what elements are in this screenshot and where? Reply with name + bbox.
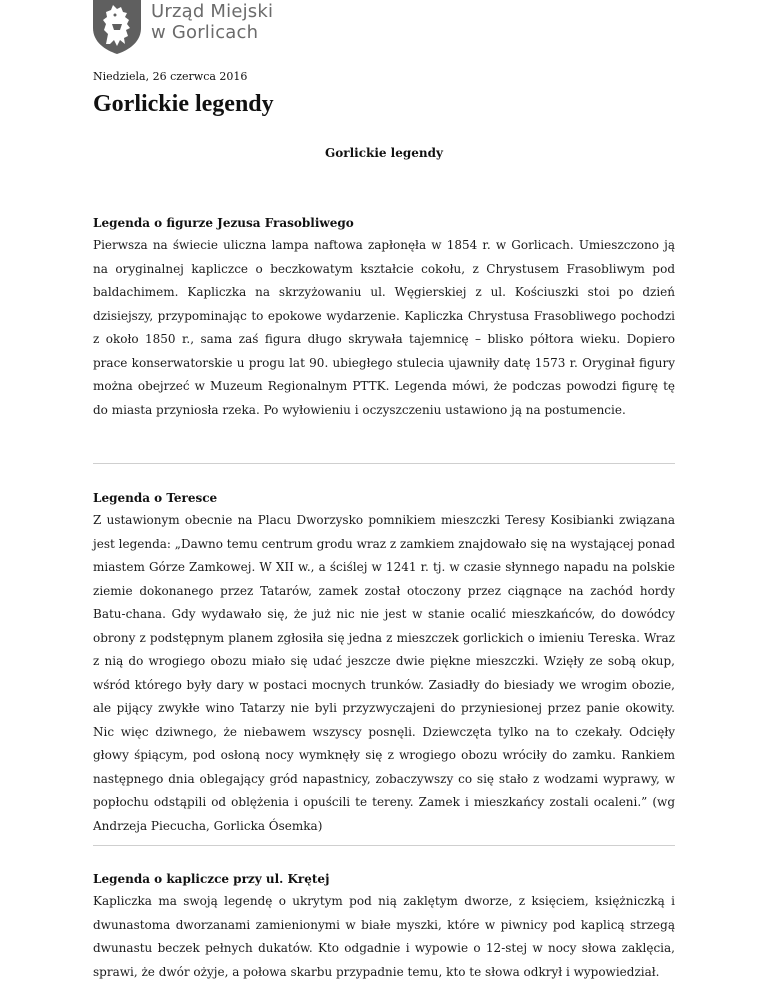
- legend-section-3: [93, 871, 675, 984]
- article-subtitle: Gorlickie legendy: [325, 146, 443, 160]
- legend-section-2: [93, 490, 675, 838]
- section-divider: [93, 463, 675, 464]
- section-body: Kapliczka ma swoją legendę o ukrytym pod nią zaklętym dworze, z księciem, księżniczką i dwunastoma dworzanami zamienionymi w białe myszki, które w piwnicy pod kaplicą strzegą dwunastu beczek pełnych dukatów. Kto odgadnie i wypowie o 12-stej w nocy słowa zaklęcia, sprawi, że dwór ożyje, a połowa skarbu przypadnie temu, kto te słowa odkrył i wypowiedział.: [93, 894, 675, 979]
- legend-section-1: [93, 215, 675, 422]
- section-heading: Legenda o kapliczce przy ul. Krętej: [93, 872, 330, 886]
- section-body: Pierwsza na świecie uliczna lampa naftowa zapłonęła w 1854 r. w Gorlicach. Umieszczono ją na oryginalnej kapliczce o beczkowatym kształcie cokołu, z Chrystusem Frasobliwym pod baldachimem. Kapliczka na skrzyżowaniu ul. Węgierskiej z ul. Kościuszki stoi po dzień dzisiejszy, przypominając to epokowe wydarzenie. Kapliczka Chrystusa Frasobliwego pochodzi z około 1850 r., sama zaś figura długo skrywała tajemnicę – blisko półtora wieku. Dopiero prace konserwatorskie u progu lat 90. ubiegłego stulecia ujawniły datę 1573 r. Oryginał figury można obejrzeć w Muzeum Regionalnym PTTK. Legenda mówi, że podczas powodzi figurę tę do miasta przyniosła rzeka. Po wyłowieniu i oczyszczeniu ustawiono ją na postumencie.: [93, 238, 675, 417]
- page-title: Gorlickie legendy: [93, 91, 274, 117]
- org-name-line2: w Gorlicach: [151, 22, 259, 43]
- coat-of-arms-icon: [92, 0, 142, 54]
- section-heading: Legenda o figurze Jezusa Frasobliwego: [93, 216, 354, 230]
- org-name-line1: Urząd Miejski: [151, 1, 274, 22]
- section-divider: [93, 845, 675, 846]
- article-date: Niedziela, 26 czerwca 2016: [93, 70, 248, 83]
- section-heading: Legenda o Teresce: [93, 491, 218, 505]
- org-name: [151, 1, 273, 43]
- section-body: Z ustawionym obecnie na Placu Dworzysko pomnikiem mieszczki Teresy Kosibianki związana jest legenda: „Dawno temu centrum grodu wraz z zamkiem znajdowało się na wystającej ponad miastem Górze Zamkowej. W XII w., a ściślej w 1241 r. tj. w czasie słynnego napadu na polskie ziemie dokonanego przez Tatarów, zamek został otoczony przez ciągnące na zachód hordy Batu-chana. Gdy wydawało się, że już nic nie jest w stanie ocalić mieszkańców, do dowódcy obrony z podstępnym planem zgłosiła się jedna z mieszczek gorlickich o imieniu Tereska. Wraz z nią do wrogiego obozu miało się udać jeszcze dwie piękne mieszczki. Wzięły ze sobą okup, wśród którego były dary w postaci mocnych trunków. Zasiadły do biesiady we wrogim obozie, ale pijący zwykłe wino Tatarzy nie byli przyzwyczajeni do przyniesionej przez panie okowity. Nic więc dziwnego, że niebawem wszyscy posnęli. Dziewczęta tylko na to czekały. Odcięły głowy śpiącym, pod osłoną nocy wymknęły się z wrogiego obozu wróciły do zamku. Rankiem następnego dnia oblegający gród napastnicy, zobaczywszy co się stało z wodzami wyprawy, w popłochu odstąpili od oblężenia i opuścili te tereny. Zamek i mieszkańcy zostali ocaleni.” (wg Andrzeja Piecucha, Gorlicka Ósemka): [93, 513, 675, 833]
- site-header: [92, 0, 273, 58]
